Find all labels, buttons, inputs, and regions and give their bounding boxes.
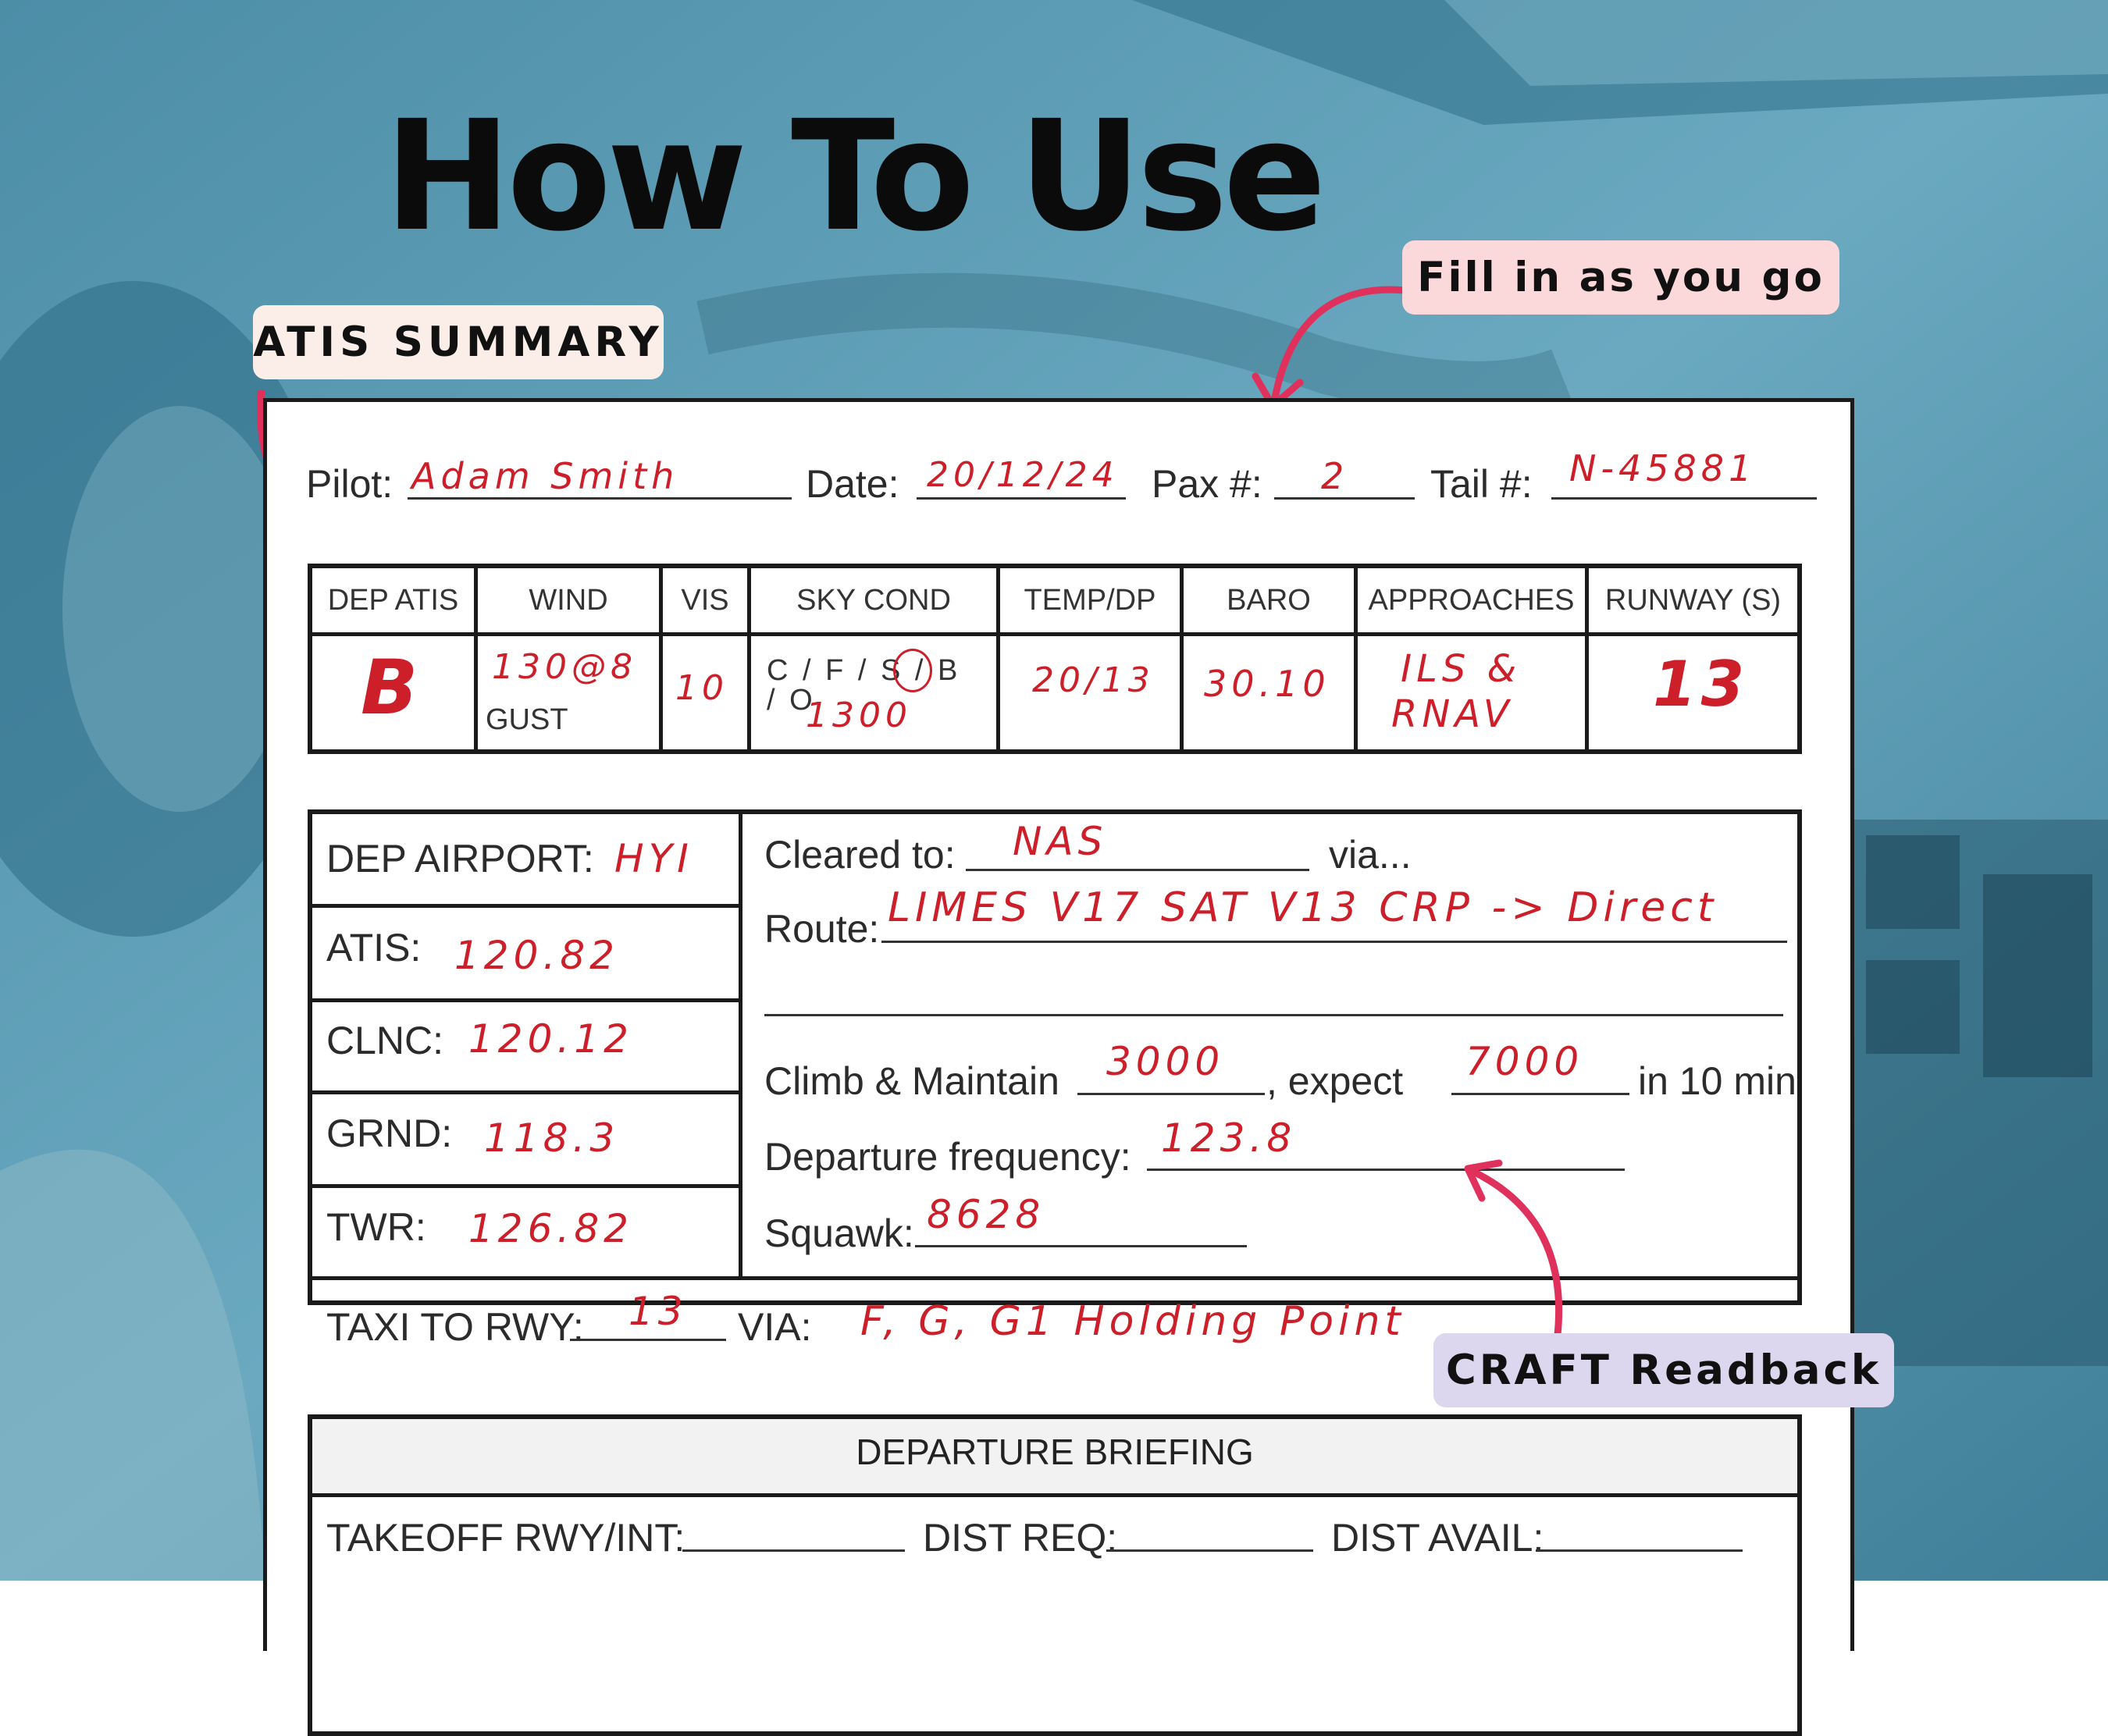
climb-label: Climb & Maintain [764,1059,1059,1103]
grnd-freq-label: GRND: [326,1112,453,1155]
atis-freq-value[interactable]: 120.82 [454,933,619,978]
temp-dp-value[interactable]: 20/13 [1032,660,1155,700]
col-sky-cond: SKY COND [796,584,951,617]
dep-airport-label: DEP AIRPORT: [326,837,594,880]
cleared-to-value[interactable]: NAS [1013,819,1108,864]
takeoff-rwy-label: TAKEOFF RWY/INT: [326,1516,685,1560]
baro-value[interactable]: 30.10 [1204,663,1330,705]
runway-value[interactable]: 13 [1653,648,1750,720]
wind-note: GUST [486,703,568,736]
atis-summary-tag: ATIS SUMMARY [253,305,664,379]
expect-value[interactable]: 7000 [1465,1039,1584,1084]
squawk-value[interactable]: 8628 [927,1192,1045,1237]
approaches-line-2[interactable]: RNAV [1391,692,1514,736]
sky-ceiling-value[interactable]: 1300 [806,695,912,735]
pilot-label: Pilot: [306,462,393,506]
col-approaches: APPROACHES [1368,584,1575,617]
clnc-freq-label: CLNC: [326,1019,444,1062]
taxi-via-value[interactable]: F, G, G1 Holding Point [860,1298,1405,1345]
tail-label: Tail #: [1430,462,1533,506]
col-vis: VIS [681,584,729,617]
taxi-via-label: VIA: [738,1305,812,1349]
date-label: Date: [806,462,899,506]
vis-value[interactable]: 10 [675,668,728,708]
briefing-title: DEPARTURE BRIEFING [856,1432,1254,1472]
twr-freq-value[interactable]: 126.82 [468,1206,633,1251]
route-value[interactable]: LIMES V17 SAT V13 CRP -> Direct [888,884,1718,931]
atis-freq-label: ATIS: [326,926,422,969]
dep-airport-value[interactable]: HYI [614,836,693,881]
dep-atis-value[interactable]: B [361,644,423,731]
expect-label: , expect [1266,1059,1404,1103]
dist-avail-label: DIST AVAIL: [1331,1516,1544,1560]
taxi-runway-value[interactable]: 13 [628,1289,688,1334]
pilot-value[interactable]: Adam Smith [411,455,679,497]
col-dep-atis: DEP ATIS [327,584,459,617]
climb-value[interactable]: 3000 [1106,1039,1225,1084]
sky-options: C / F / S / B / O [767,654,961,717]
taxi-label: TAXI TO RWY: [326,1305,584,1349]
route-label: Route: [764,907,880,951]
col-runway: RUNWAY (S) [1604,584,1782,617]
twr-freq-label: TWR: [326,1205,426,1249]
col-baro: BARO [1227,584,1311,617]
page-headline: How To Use [384,87,1322,265]
col-temp-dp: TEMP/DP [1024,584,1156,617]
wind-value[interactable]: 130@8 [492,647,637,687]
cleared-to-label: Cleared to: [764,833,956,877]
approaches-line-1[interactable]: ILS & [1401,647,1522,691]
tail-value[interactable]: N-45881 [1569,447,1757,489]
pax-label: Pax #: [1152,462,1262,506]
fill-in-tag: Fill in as you go [1402,240,1839,315]
dep-freq-value[interactable]: 123.8 [1161,1115,1297,1161]
pax-value[interactable]: 2 [1321,455,1349,497]
in-min-label: in 10 min [1638,1059,1796,1103]
clnc-freq-value[interactable]: 120.12 [468,1016,633,1062]
date-value[interactable]: 20/12/24 [927,455,1119,495]
craft-readback-tag: CRAFT Readback [1433,1333,1894,1407]
grnd-freq-value[interactable]: 118.3 [484,1115,620,1161]
dep-freq-label: Departure frequency: [764,1135,1131,1179]
squawk-label: Squawk: [764,1211,914,1255]
dist-req-label: DIST REQ: [923,1516,1118,1560]
col-wind: WIND [529,584,608,617]
via-label: via... [1329,833,1412,877]
